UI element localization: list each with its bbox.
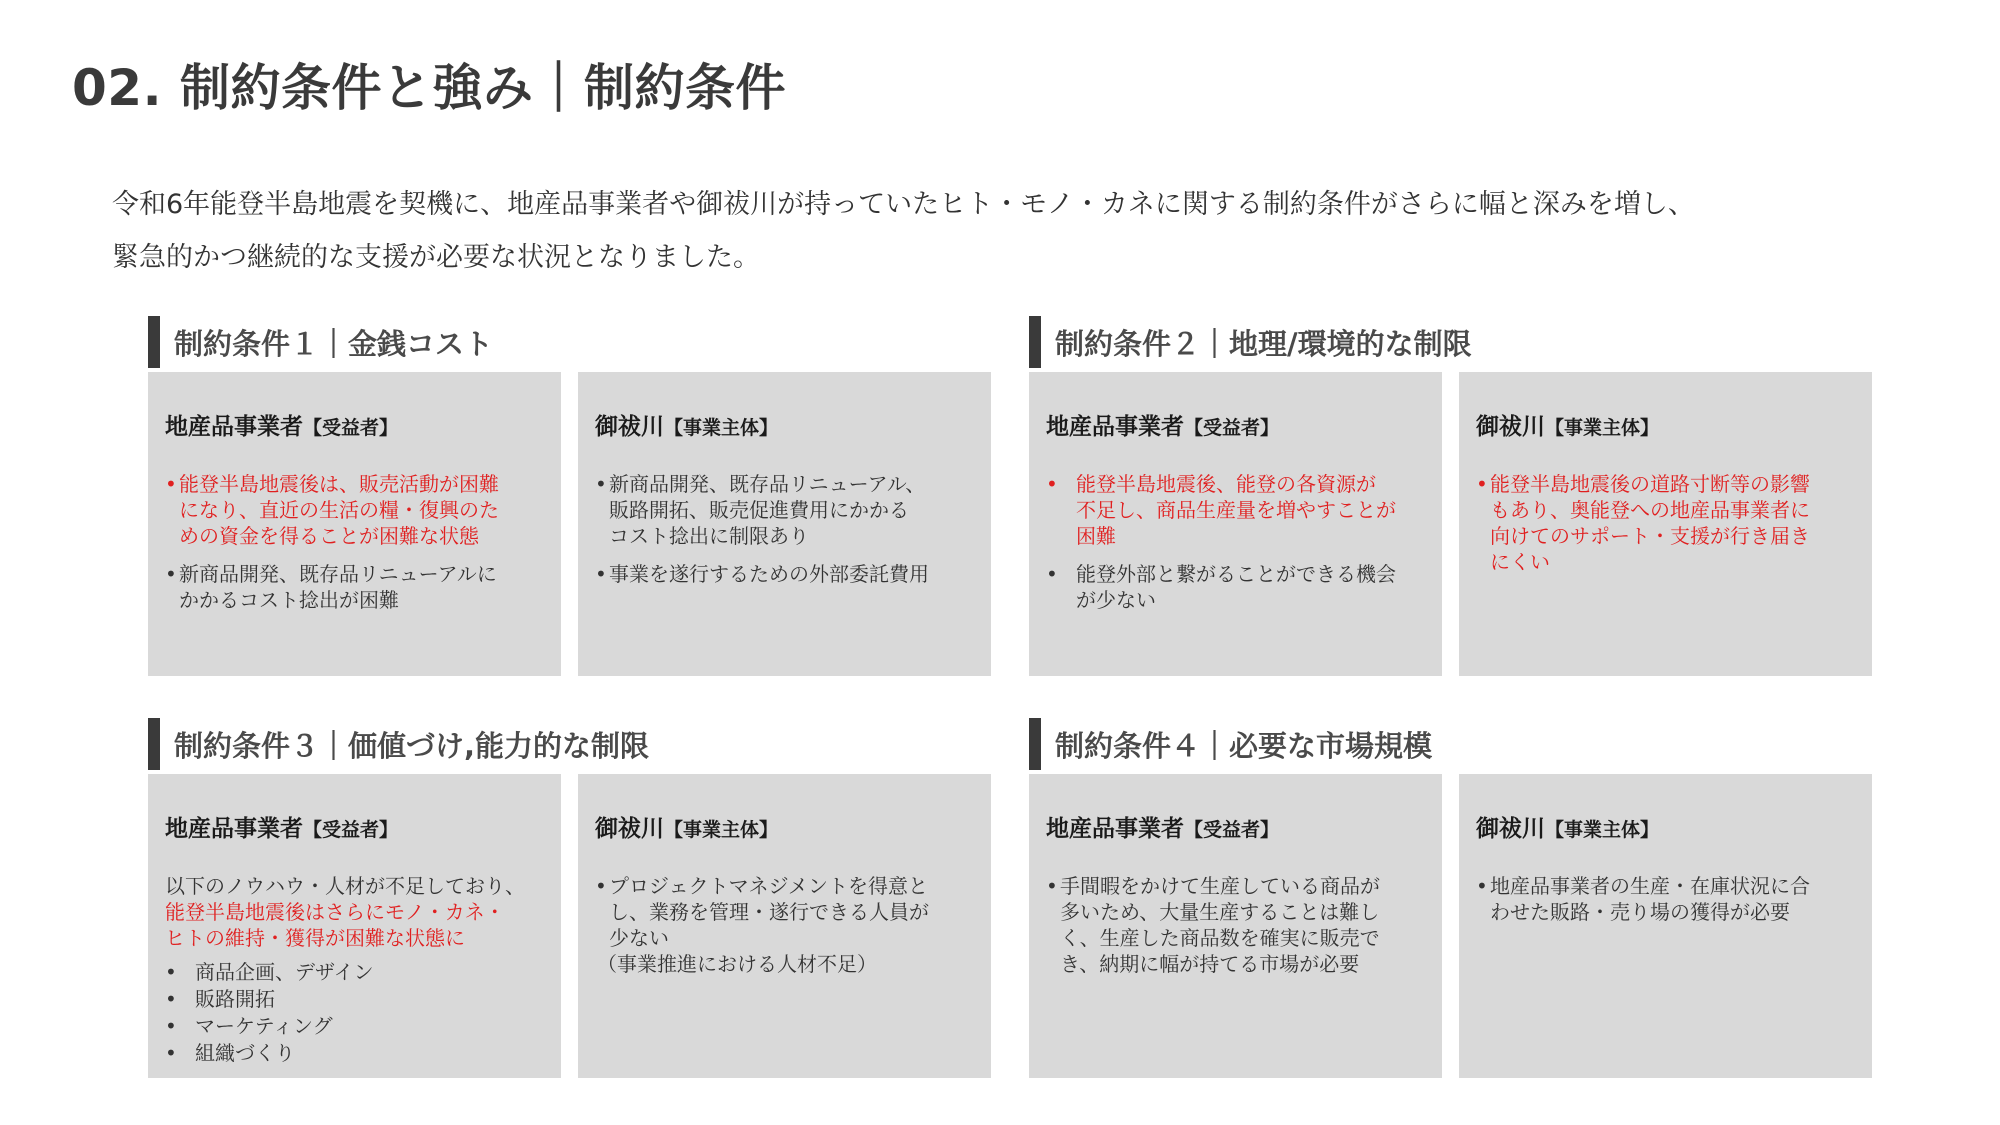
list-item [595, 471, 975, 549]
card-heading-name: 地産品事業者 [1046, 816, 1184, 842]
card-heading [595, 810, 975, 843]
text-line: • 地産品事業者の生産・在庫状況に合 [1490, 874, 1810, 898]
card-heading-name: 地産品事業者 [1046, 414, 1184, 440]
section-header [1029, 718, 1432, 770]
text-line: く、生産した商品数を確実に販売で [1060, 926, 1380, 950]
card-intro-text [165, 873, 545, 951]
card-heading [1476, 810, 1856, 843]
constraint-section-1 [148, 316, 993, 696]
card-heading [1046, 408, 1426, 441]
list-item [1046, 471, 1426, 549]
text-line: • 能登半島地震後、能登の各資源が [1076, 472, 1376, 496]
list-item [1476, 873, 1856, 925]
card-heading [595, 408, 975, 441]
bullet-list [1476, 471, 1856, 575]
section-title: 制約条件４｜必要な市場規模 [1055, 728, 1433, 763]
section-title: 制約条件１｜金銭コスト [174, 326, 494, 361]
text-line: にくい [1490, 550, 1550, 574]
section-accent-bar [148, 316, 160, 368]
card-heading [165, 408, 545, 441]
text-line: が少ない [1076, 588, 1156, 612]
text-line: • 新商品開発、既存品リニューアル、 [609, 472, 926, 496]
constraint-section-2 [1029, 316, 1874, 696]
text-line: 困難 [1076, 524, 1116, 548]
card-heading-role: 【事業主体】 [664, 819, 779, 841]
producer-card [148, 774, 561, 1078]
text-line: 能登半島地震後はさらにモノ・カネ・ [165, 900, 505, 924]
section-accent-bar [1029, 316, 1041, 368]
text-line: • 能登半島地震後は、販売活動が困難 [179, 472, 499, 496]
card-heading-role: 【受益者】 [303, 819, 399, 841]
text-line: き、納期に幅が持てる市場が必要 [1060, 952, 1360, 976]
card-heading-role: 【受益者】 [1184, 417, 1280, 439]
text-line: • 能登外部と繋がることができる機会 [1076, 562, 1396, 586]
text-line: • 能登半島地震後の道路寸断等の影響 [1490, 472, 1810, 496]
card-heading [165, 810, 545, 843]
text-line: 以下のノウハウ・人材が不足しており、 [165, 874, 525, 898]
text-line: 向けてのサポート・支援が行き届き [1490, 524, 1810, 548]
bullet-list [1046, 471, 1426, 613]
misogigawa-card [1459, 774, 1872, 1078]
text-line: めの資金を得ることが困難な状態 [179, 524, 479, 548]
card-heading-role: 【事業主体】 [664, 417, 779, 439]
list-item [165, 471, 545, 549]
card-heading-role: 【事業主体】 [1545, 417, 1660, 439]
intro-line: 緊急的かつ継続的な支援が必要な状況となりました。 [112, 242, 760, 273]
intro-paragraph [112, 178, 1912, 284]
card-heading-name: 御祓川 [1476, 816, 1545, 842]
text-line: わせた販路・売り場の獲得が必要 [1490, 900, 1790, 924]
list-item [595, 873, 975, 977]
section-header [148, 718, 649, 770]
list-item: • 商品企画、デザイン [165, 959, 545, 985]
text-line: 不足し、商品生産量を増やすことが [1076, 498, 1396, 522]
bullet-list [595, 873, 975, 977]
list-item [1046, 561, 1426, 613]
list-item: • 販路開拓 [165, 986, 545, 1012]
text-line: • 新商品開発、既存品リニューアルに [179, 562, 497, 586]
section-title: 制約条件２｜地理/環境的な制限 [1055, 326, 1472, 361]
list-item: • 組織づくり [165, 1040, 545, 1066]
card-heading-role: 【受益者】 [303, 417, 399, 439]
text-note: （事業推進における人材不足） [597, 952, 877, 976]
text-line: ヒトの維持・獲得が困難な状態に [165, 926, 465, 950]
bullet-list [595, 471, 975, 587]
card-heading [1046, 810, 1426, 843]
misogigawa-card [578, 372, 991, 676]
bullet-list [1046, 873, 1426, 977]
text-line: し、業務を管理・遂行できる人員が [609, 900, 929, 924]
list-item [1046, 873, 1426, 977]
constraint-section-4 [1029, 718, 1874, 1098]
text-line: になり、直近の生活の糧・復興のた [179, 498, 499, 522]
text-line: 少ない [609, 926, 669, 950]
card-heading-name: 御祓川 [1476, 414, 1545, 440]
bullet-list [1476, 873, 1856, 925]
bullet-list [165, 959, 545, 1066]
bullet-list [165, 471, 545, 613]
text-line: もあり、奥能登への地産品事業者に [1490, 498, 1810, 522]
list-item [165, 561, 545, 613]
card-heading-name: 地産品事業者 [165, 414, 303, 440]
list-item: • マーケティング [165, 1013, 545, 1039]
text-line: • プロジェクトマネジメントを得意と [609, 874, 928, 898]
card-heading-name: 御祓川 [595, 816, 664, 842]
misogigawa-card [1459, 372, 1872, 676]
text-line: • 事業を遂行するための外部委託費用 [609, 562, 929, 586]
text-line: 販路開拓、販売促進費用にかかる [609, 498, 909, 522]
card-heading-name: 地産品事業者 [165, 816, 303, 842]
section-accent-bar [1029, 718, 1041, 770]
misogigawa-card [578, 774, 991, 1078]
text-line: • 手間暇をかけて生産している商品が [1060, 874, 1380, 898]
text-line: 多いため、大量生産することは難し [1060, 900, 1380, 924]
page-title: 02. 制約条件と強み｜制約条件 [72, 59, 786, 117]
constraint-section-3 [148, 718, 993, 1098]
producer-card [1029, 372, 1442, 676]
section-header [1029, 316, 1472, 368]
producer-card [148, 372, 561, 676]
section-header [148, 316, 493, 368]
section-accent-bar [148, 718, 160, 770]
card-heading-name: 御祓川 [595, 414, 664, 440]
intro-line: 令和6年能登半島地震を契機に、地産品事業者や御祓川が持っていたヒト・モノ・カネに関する制約条件がさらに幅と深みを増し、 [112, 189, 1695, 220]
producer-card [1029, 774, 1442, 1078]
list-item [1476, 471, 1856, 575]
card-heading [1476, 408, 1856, 441]
section-title: 制約条件３｜価値づけ,能力的な制限 [174, 728, 650, 763]
card-heading-role: 【事業主体】 [1545, 819, 1660, 841]
text-line: かかるコスト捻出が困難 [179, 588, 399, 612]
text-line: コスト捻出に制限あり [609, 524, 809, 548]
list-item [595, 561, 975, 587]
card-heading-role: 【受益者】 [1184, 819, 1280, 841]
